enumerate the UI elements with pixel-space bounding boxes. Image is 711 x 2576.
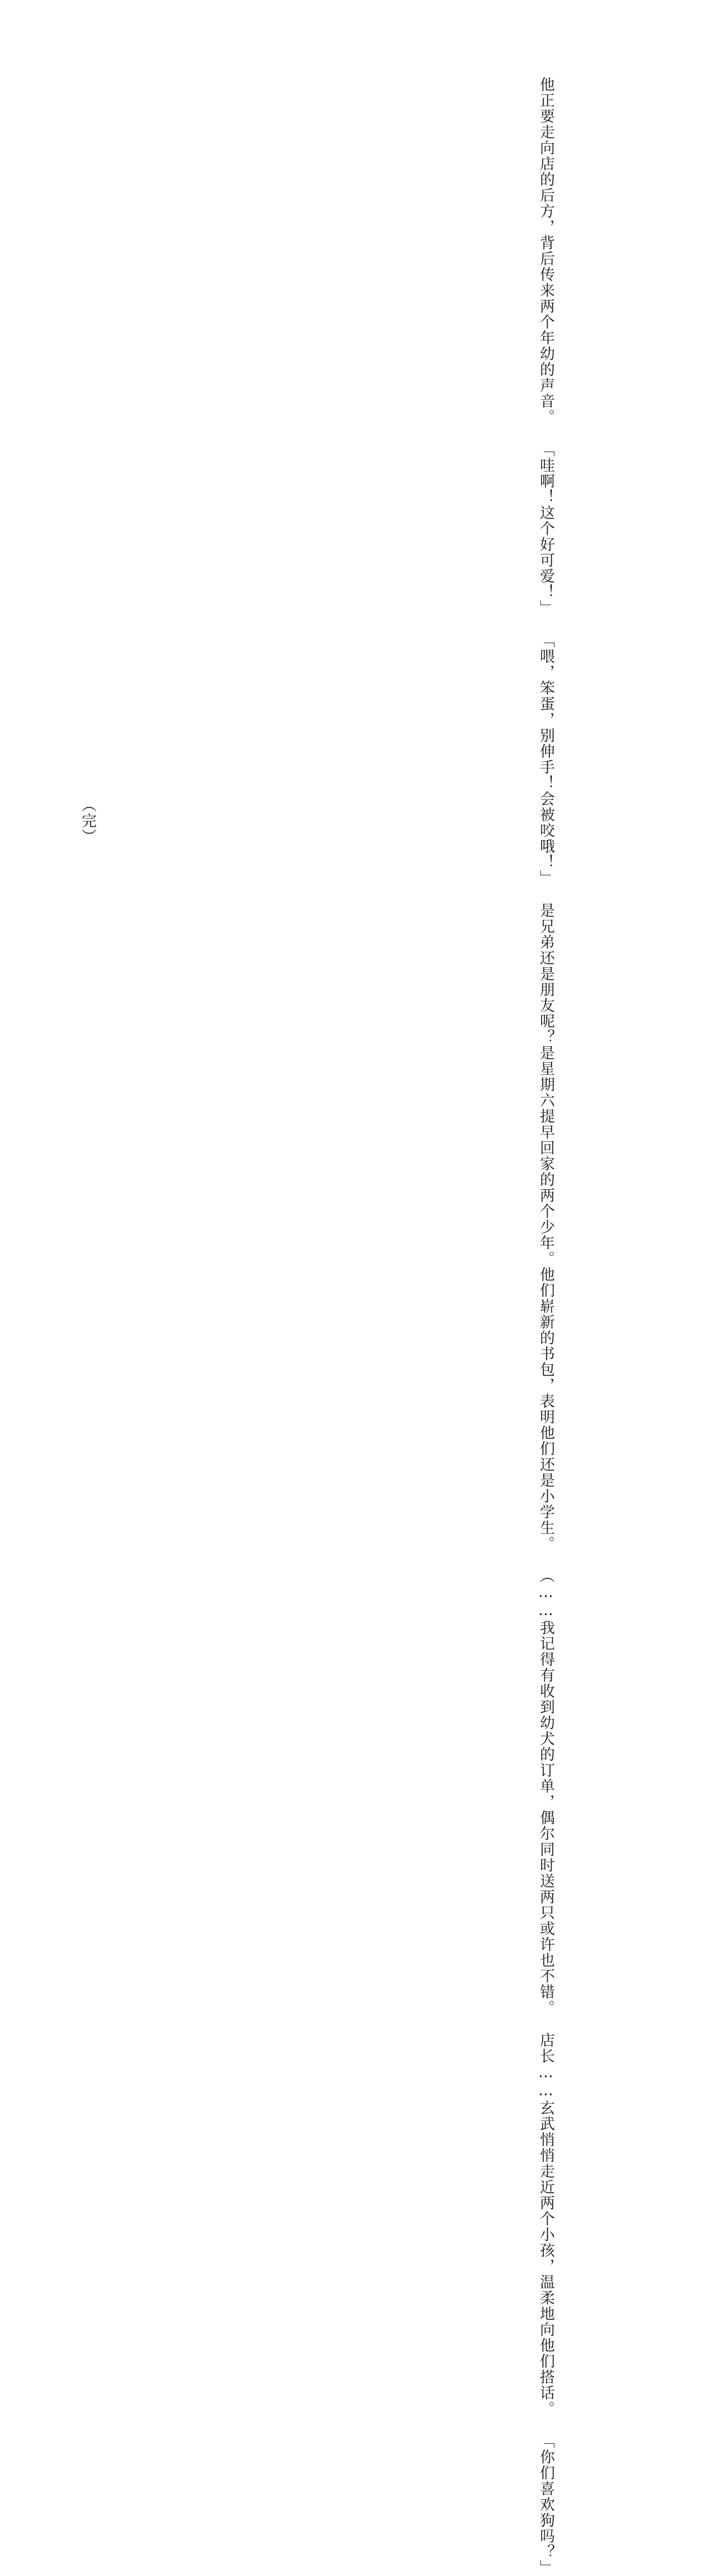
text-line-5: 们崭新的书包，表明他们还是小学生。	[537, 1282, 554, 1551]
text-line-7: 也不错。	[537, 1952, 554, 2016]
text-line-2: 「哇啊！这个好可爱！」	[537, 442, 554, 616]
text-line-9: 「你们喜欢狗吗？」	[537, 2433, 554, 2576]
vertical-text-body	[530, 60, 560, 2576]
text-line-3: 「喂，笨蛋，别伸手！会被咬哦！」	[537, 632, 554, 886]
text-line-6: （……我记得有收到幼犬的订单，偶尔同时送两只或许	[537, 1568, 554, 1952]
text-line-4: 是兄弟还是朋友呢？是星期六提早回家的两个少年。他	[537, 902, 554, 1282]
end-mark: （完）	[79, 796, 96, 844]
text-line-1: 他正要走向店的后方，背后传来两个年幼的声音。	[537, 77, 554, 425]
text-line-8: 店长……玄武悄悄走近两个小孩，温柔地向他们搭话。	[537, 2032, 554, 2417]
